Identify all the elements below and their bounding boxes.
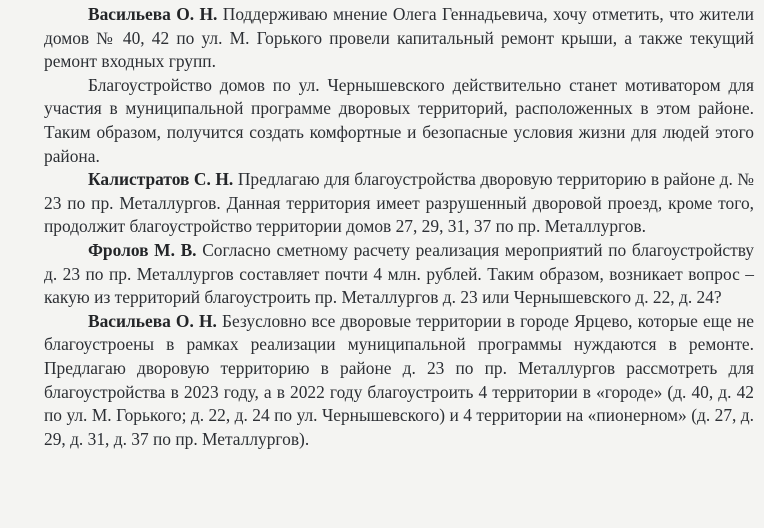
paragraph-frolov bbox=[44, 239, 754, 310]
speaker-name: Фролов М. В. bbox=[88, 239, 197, 260]
paragraph-vasilyeva-2 bbox=[44, 310, 754, 452]
paragraph-vasilyeva-1 bbox=[44, 3, 754, 74]
speaker-name: Калистратов С. Н. bbox=[88, 169, 234, 190]
speaker-name: Васильева О. Н. bbox=[88, 310, 217, 331]
paragraph-text: Согласно сметному расчету реализация мероприятий по благоустройству д. 23 по пр. Металлургов составляет почти 4 млн. рублей. Таким образом, возникает вопрос – какую из территорий благоустроить пр. Металлургов д. 23 или Чернышевского д. 22, д. 24? bbox=[44, 239, 754, 308]
paragraph-kalistratov bbox=[44, 168, 754, 239]
paragraph-text: Предлагаю для благоустройства дворовую территорию в районе д. № 23 по пр. Металлургов. Данная территория имеет разрушенный дворовой проезд, кроме того, продолжит благоустройство территории домов 27, 29, 31, 37 по пр. Металлургов. bbox=[44, 169, 754, 237]
speaker-name: Васильева О. Н. bbox=[88, 4, 218, 24]
paragraph-text: Поддерживаю мнение Олега Геннадьевича, хочу отметить, что жители домов № 40, 42 по ул. М. Горького провели капитальный ремонт крыши, а также текущий ремонт входных групп. bbox=[44, 4, 754, 72]
paragraph-text: Безусловно все дворовые территории в городе Ярцево, которые еще не благоустроены в рамках реализации муниципальной программы нуждаются в ремонте. Предлагаю дворовую территорию в районе д. 23 по пр. Металлургов рассмотреть для благоустройства в 2023 году, а в 2022 году благоустроить 4 территории в «городе» (д. 40, д. 42 по ул. М. Горького; д. 22, д. 24 по ул. Чернышевского) и 4 территории на «пионерном» (д. 27, д. 29, д. 31, д. 37 по пр. Металлургов). bbox=[44, 310, 754, 449]
paragraph-continuation bbox=[44, 74, 754, 168]
paragraph-text: Благоустройство домов по ул. Чернышевского действительно станет мотиватором для участия в муниципальной программе дворовых территорий, расположенных в этом районе. Таким образом, получится создать комфортные и безопасные условия жизни для людей этого района. bbox=[44, 74, 754, 166]
